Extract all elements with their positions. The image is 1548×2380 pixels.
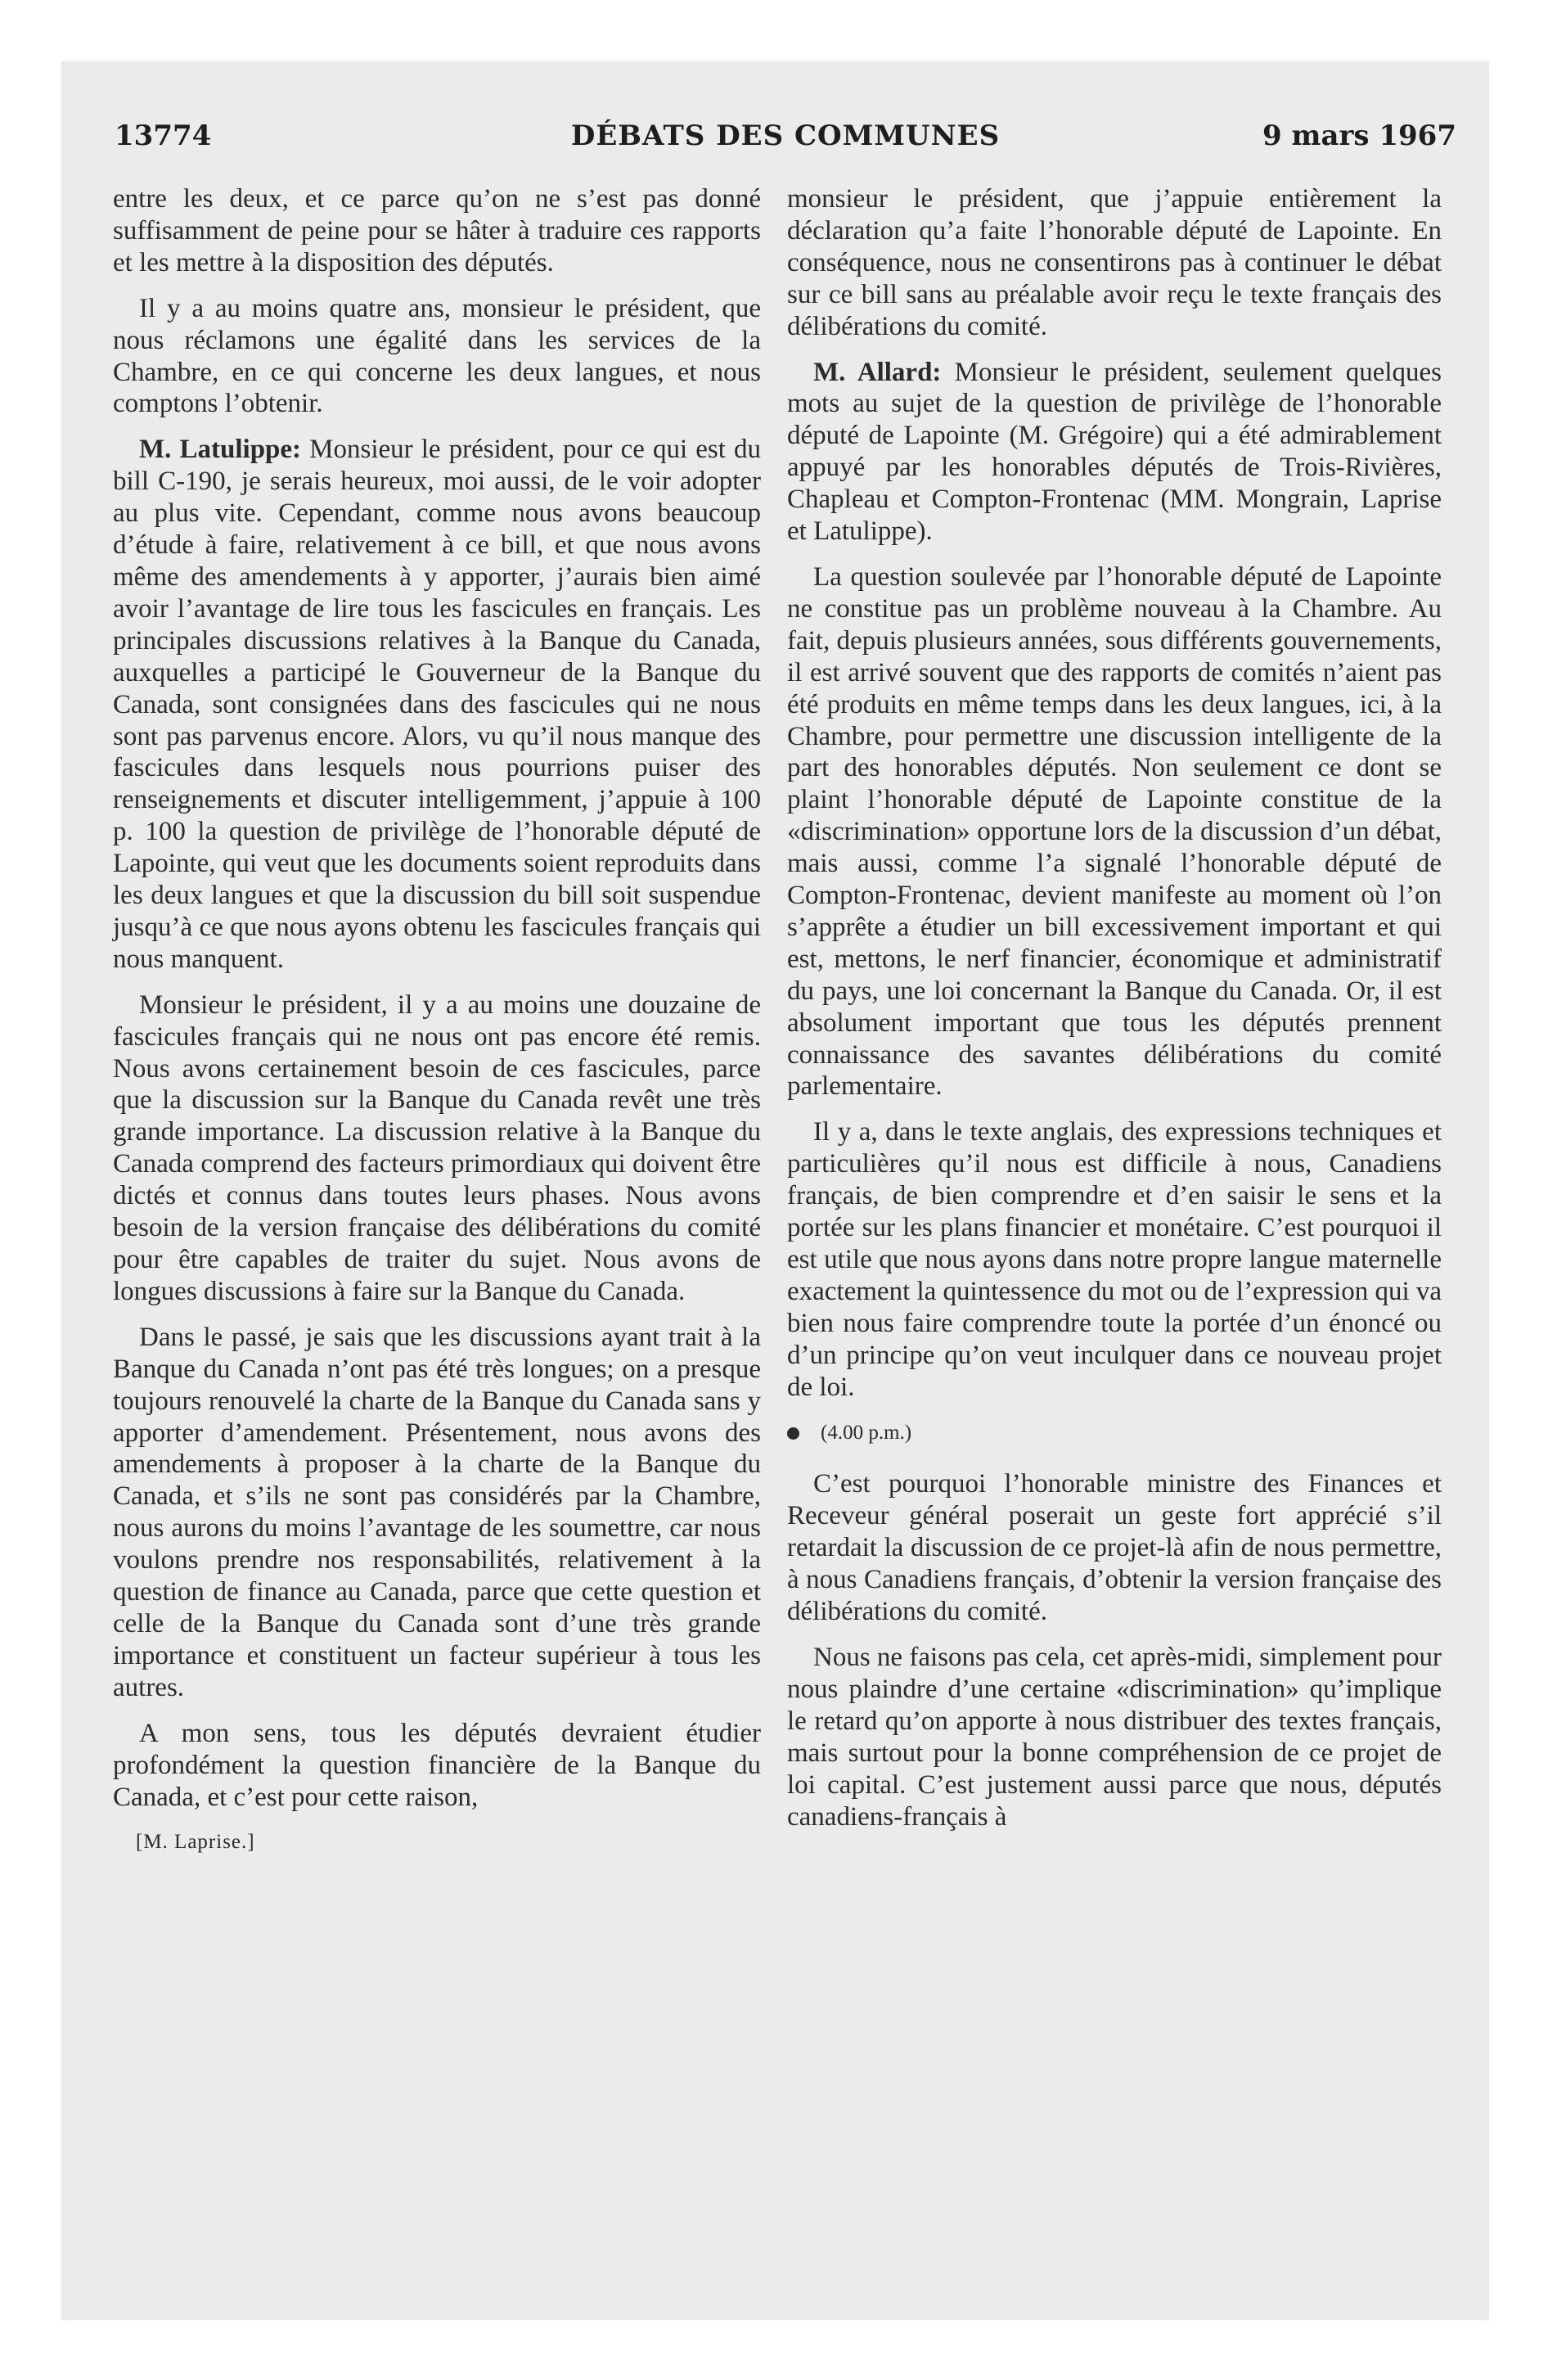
left-column xyxy=(113,183,761,1873)
paragraph: Il y a, dans le texte anglais, des expressions techniques et particulières qu’il nous est difficile à nous, Canadiens français, de bien comprendre et d’en saisir le sens et la portée sur les plans financier et monétaire. C’est pourquoi il est utile que nous ayons dans notre propre langue maternelle exactement la quintessence du mot ou de l’expression qui va bien nous faire comprendre toute la portée d’un énoncé ou d’un principe qu’on veut inculquer dans ce nouveau projet de loi. xyxy=(787,1117,1442,1402)
paragraph: La question soulevée par l’honorable député de Lapointe ne constitue pas un problème nouveau à la Chambre. Au fait, depuis plusieurs années, sous différents gouvernements, il est arrivé souvent que des rapports de comités n’aient pas été produits en même temps dans les deux langues, ici, à la Chambre, pour permettre une discussion intelligente de la part des honorables députés. Non seulement ce dont se plaint l’honorable député de Lapointe constitue de la «discrimination» opportune lors de la discussion d’un débat, mais aussi, comme l’a signalé l’honorable député de Compton-Frontenac, devient manifeste au moment où l’on s’apprête a étudier un bill excessivement important et qui est, mettons, le nerf financier, économique et administratif du pays, une loi concernant la Banque du Canada. Or, il est absolument important que tous les députés prennent connaissance des savantes délibérations du comité parlementaire. xyxy=(787,561,1442,1102)
paragraph: Nous ne faisons pas cela, cet après-midi, simplement pour nous plaindre d’une certaine «discrimination» qu’implique le retard qu’on apporte à nous distribuer des textes français, mais surtout pour la bonne compréhension de ce projet de loi capital. C’est justement aussi parce que nous, députés canadiens-français à xyxy=(787,1642,1442,1832)
time-marker xyxy=(787,1418,1442,1449)
paragraph: monsieur le président, que j’appuie entièrement la déclaration qu’a faite l’honorable député de Lapointe. En conséquence, nous ne consentirons pas à continuer le débat sur ce bill sans au préalable avoir reçu le texte français des délibérations du comité. xyxy=(787,184,1442,341)
time-label: (4.00 p.m.) xyxy=(821,1421,912,1444)
page-date: 9 mars 1967 xyxy=(1262,119,1456,152)
publication-title: DÉBATS DES COMMUNES xyxy=(570,119,1001,152)
speaker-name: M. Allard: xyxy=(813,357,942,387)
speech-text: Monsieur le président, pour ce qui est du bill C-190, je serais heureux, moi aussi, de le voir adopter au plus vite. Cependant, comme nous avons beaucoup d’étude à faire, relativement à ce bill, et que nous avons même des amendements à y apporter, j’aurais bien aimé avoir l’avantage de lire tous les fascicules en français. Les principales discussions relatives à la Banque du Canada, auxquelles a participé le Gouverneur de la Banque du Canada, sont consignées dans des fascicules qui ne nous sont pas parvenus encore. Alors, vu qu’il nous manque des fascicules dans lesquels nous pourrions puiser des renseignements et discuter intelligemment, j’appuie à 100 p. 100 la question de privilège de l’honorable député de Lapointe, qui veut que les documents soient reproduits dans les deux langues et que la discussion du bill soit suspendue jusqu’à ce que nous ayons obtenu les fascicules français qui nous manquent. xyxy=(113,435,761,974)
speaker-name: M. Latulippe: xyxy=(139,435,302,465)
speaker-byline: [M. Laprise.] xyxy=(136,1831,255,1854)
paragraph: Monsieur le président, il y a au moins une douzaine de fascicules français qui ne nous ont pas encore été remis. Nous avons certainement besoin de ces fascicules, parce que la discussion sur la Banque du Canada revêt une très grande importance. La discussion relative à la Banque du Canada comprend des facteurs primordiaux qui doivent être dictés et connus dans toutes leurs phases. Nous avons besoin de la version française des délibérations du comité pour être capables de traiter du sujet. Nous avons de longues discussions à faire sur la Banque du Canada. xyxy=(113,989,761,1306)
paragraph: A mon sens, tous les députés devraient étudier profondément la question financière de la Banque du Canada, et c’est pour cette raison, xyxy=(113,1718,761,1812)
right-column xyxy=(787,183,1442,1846)
page-number: 13774 xyxy=(115,119,212,152)
paragraph: C’est pourquoi l’honorable ministre des Finances et Receveur général poserait un geste fort apprécié s’il retardait la discussion de ce projet-là afin de nous permettre, à nous Canadiens français, d’obtenir la version française des délibérations du comité. xyxy=(787,1469,1442,1627)
bullet-icon xyxy=(787,1427,799,1440)
paragraph: Dans le passé, je sais que les discussions ayant trait à la Banque du Canada n’ont pas été très longues; on a presque toujours renouvelé la charte de la Banque du Canada sans y apporter d’amendement. Présentement, nous avons des amendements à proposer à la charte de la Banque du Canada, et s’ils ne sont pas considérés par la Chambre, nous aurons du moins l’avantage de les soumettre, car nous voulons prendre nos responsabilités, relativement à la question de finance au Canada, parce que cette question et celle de la Banque du Canada sont d’une très grande importance et constituent un facteur supérieur à tous les autres. xyxy=(113,1322,761,1702)
page-header xyxy=(115,115,1456,160)
paragraph: Il y a au moins quatre ans, monsieur le président, que nous réclamons une égalité dans les services de la Chambre, en ce qui concerne les deux langues, et nous comptons l’obtenir. xyxy=(113,293,761,419)
speech-paragraph xyxy=(787,357,1442,548)
paragraph: entre les deux, et ce parce qu’on ne s’est pas donné suffisamment de peine pour se hâter à traduire ces rapports et les mettre à la disposition des députés. xyxy=(113,184,761,277)
speech-text: Monsieur le président, seulement quelques mots au sujet de la question de privilège de l’honorable député de Lapointe (M. Grégoire) qui a été admirablement appuyé par les honorables députés de Trois-Rivières, Chapleau et Compton-Frontenac (MM. Mongrain, Laprise et Latulippe). xyxy=(787,357,1442,547)
speech-paragraph xyxy=(113,434,761,975)
